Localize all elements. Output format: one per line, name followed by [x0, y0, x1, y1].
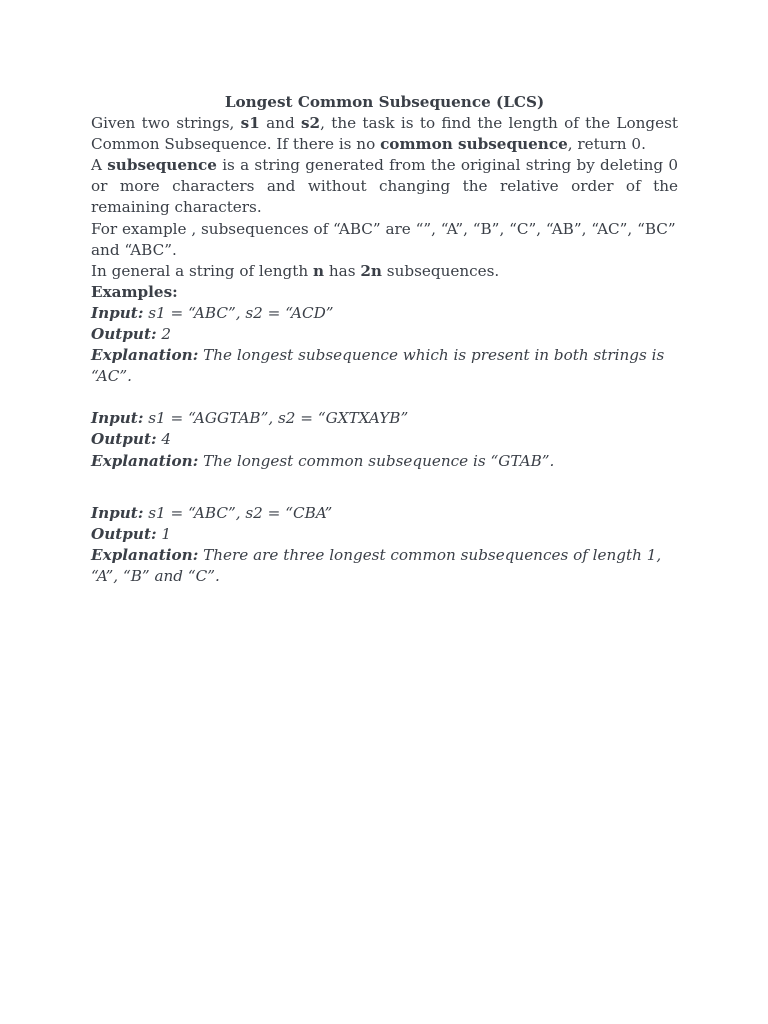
- examples-heading: Examples:: [91, 282, 178, 301]
- text-run: and: [259, 114, 301, 133]
- bold-2n: 2n: [360, 261, 382, 280]
- example-output: [91, 429, 678, 450]
- intro-paragraph-definition: [91, 113, 678, 155]
- example-block-1: [91, 303, 678, 387]
- text-run: Given two strings,: [91, 114, 241, 133]
- bold-s1: s1: [240, 114, 260, 133]
- spacer: [91, 472, 678, 503]
- input-label: Input:: [91, 303, 144, 322]
- output-label: Output:: [91, 430, 157, 449]
- explanation-label: Explanation:: [91, 346, 199, 365]
- document-page: [91, 92, 678, 587]
- explanation-value: The longest subsequence which is present in both strings is “AC”.: [91, 346, 665, 386]
- example-block-3: [91, 503, 678, 587]
- text-run: , the task is to find the length of the Longest Common Subsequence. If there is no: [91, 114, 678, 154]
- output-label: Output:: [91, 524, 157, 543]
- bold-subsequence: subsequence: [107, 156, 217, 175]
- text-run: A: [91, 156, 108, 175]
- input-value: s1 = “ABC”, s2 = “ACD”: [143, 303, 334, 322]
- page-title: Longest Common Subsequence (LCS): [224, 93, 545, 111]
- example-input: [91, 503, 678, 524]
- example-block-2: [91, 408, 678, 471]
- input-label: Input:: [91, 409, 144, 428]
- input-value: s1 = “ABC”, s2 = “CBA”: [143, 503, 333, 522]
- text-run: In general a string of length: [91, 261, 313, 280]
- input-label: Input:: [91, 503, 144, 522]
- example-explanation: [91, 545, 678, 587]
- example-input: [91, 408, 678, 429]
- spacer: [91, 387, 678, 408]
- bold-s2: s2: [300, 114, 321, 133]
- intro-paragraph-count: [91, 261, 678, 282]
- text-run: has: [324, 261, 361, 280]
- output-value: 1: [156, 524, 172, 543]
- output-value: 2: [156, 325, 172, 344]
- example-input: [91, 303, 678, 324]
- text-run: subsequences.: [381, 261, 500, 280]
- bold-common-subsequence: common subsequence: [380, 135, 568, 154]
- explanation-value: The longest common subsequence is “GTAB”.: [198, 451, 555, 470]
- explanation-value: There are three longest common subsequences of length 1, “A”, “B” and “C”.: [91, 545, 662, 585]
- explanation-label: Explanation:: [91, 545, 199, 564]
- text-run: , return 0.: [567, 135, 646, 154]
- example-explanation: [91, 451, 678, 472]
- intro-paragraph-subsequence: [91, 155, 678, 218]
- intro-paragraph-example: For example , subsequences of “ABC” are “”, “A”, “B”, “C”, “AB”, “AC”, “BC” and “ABC”.: [91, 219, 676, 259]
- output-label: Output:: [91, 325, 157, 344]
- example-explanation: [91, 345, 678, 387]
- example-output: [91, 324, 678, 345]
- input-value: s1 = “AGGTAB”, s2 = “GXTXAYB”: [143, 409, 409, 428]
- output-value: 4: [156, 430, 172, 449]
- bold-n: n: [312, 261, 325, 280]
- text-run: is a string generated from the original string by deleting 0 or more characters and without changing the relative order of the remaining characters.: [91, 156, 678, 217]
- explanation-label: Explanation:: [91, 451, 199, 470]
- example-output: [91, 524, 678, 545]
